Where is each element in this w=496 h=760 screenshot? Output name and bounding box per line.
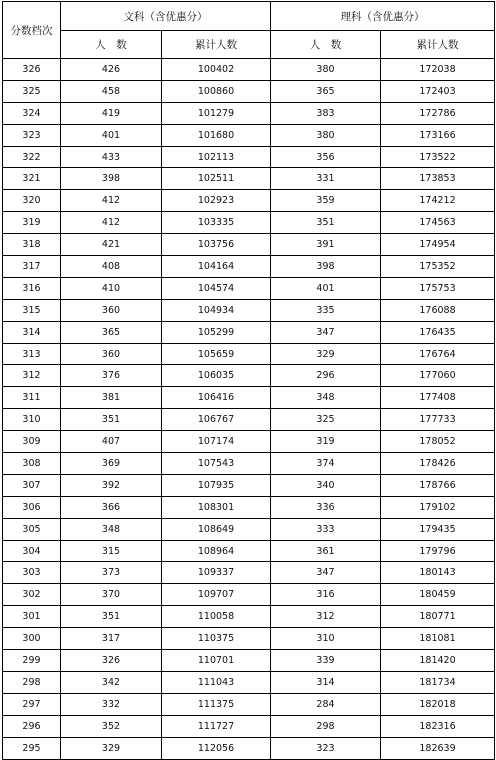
- arts-count-cell: 360: [61, 299, 162, 321]
- science-count-cell: 310: [271, 628, 381, 650]
- science-cumulative-header: 累计人数: [381, 31, 495, 59]
- score-cell: 301: [3, 606, 61, 628]
- table-row: [3, 409, 495, 431]
- arts-count-cell: 373: [61, 562, 162, 584]
- arts-count-cell: 412: [61, 190, 162, 212]
- arts-count-cell: 419: [61, 102, 162, 124]
- score-cell: 314: [3, 321, 61, 343]
- arts-count-cell: 376: [61, 365, 162, 387]
- science-cumulative-cell: 179102: [381, 496, 495, 518]
- score-cell: 311: [3, 387, 61, 409]
- arts-cumulative-cell: 110375: [162, 628, 271, 650]
- arts-count-cell: 326: [61, 650, 162, 672]
- science-count-cell: 314: [271, 671, 381, 693]
- science-cumulative-cell: 180459: [381, 584, 495, 606]
- arts-cumulative-cell: 103335: [162, 212, 271, 234]
- arts-count-cell: 381: [61, 387, 162, 409]
- science-cumulative-cell: 173853: [381, 168, 495, 190]
- arts-count-cell: 408: [61, 256, 162, 278]
- arts-count-cell: 366: [61, 496, 162, 518]
- score-cell: 319: [3, 212, 61, 234]
- science-count-cell: 323: [271, 737, 381, 759]
- table-row: [3, 277, 495, 299]
- arts-count-cell: 369: [61, 453, 162, 475]
- arts-cumulative-cell: 105659: [162, 343, 271, 365]
- science-count-cell: 365: [271, 80, 381, 102]
- science-cumulative-cell: 177408: [381, 387, 495, 409]
- arts-cumulative-cell: 104574: [162, 277, 271, 299]
- arts-count-cell: 329: [61, 737, 162, 759]
- score-distribution-table: [2, 1, 495, 760]
- arts-cumulative-cell: 110058: [162, 606, 271, 628]
- table-row: [3, 146, 495, 168]
- table-body: [3, 59, 495, 760]
- score-cell: 321: [3, 168, 61, 190]
- score-cell: 316: [3, 277, 61, 299]
- table-row: [3, 737, 495, 759]
- science-count-cell: 359: [271, 190, 381, 212]
- arts-count-cell: 365: [61, 321, 162, 343]
- arts-cumulative-cell: 107543: [162, 453, 271, 475]
- arts-count-cell: 392: [61, 474, 162, 496]
- arts-count-cell: 410: [61, 277, 162, 299]
- table-row: [3, 190, 495, 212]
- score-cell: 303: [3, 562, 61, 584]
- score-cell: 304: [3, 540, 61, 562]
- science-count-cell: 325: [271, 409, 381, 431]
- arts-count-cell: 332: [61, 693, 162, 715]
- score-cell: 320: [3, 190, 61, 212]
- score-cell: 307: [3, 474, 61, 496]
- science-cumulative-cell: 181081: [381, 628, 495, 650]
- arts-count-cell: 426: [61, 59, 162, 81]
- score-cell: 326: [3, 59, 61, 81]
- science-cumulative-cell: 175352: [381, 256, 495, 278]
- score-cell: 312: [3, 365, 61, 387]
- table-row: [3, 584, 495, 606]
- score-cell: 308: [3, 453, 61, 475]
- science-cumulative-cell: 180771: [381, 606, 495, 628]
- science-count-cell: 351: [271, 212, 381, 234]
- arts-section-header: 文科（含优惠分）: [61, 2, 271, 31]
- score-cell: 295: [3, 737, 61, 759]
- science-cumulative-cell: 182018: [381, 693, 495, 715]
- table-row: [3, 124, 495, 146]
- arts-cumulative-cell: 106767: [162, 409, 271, 431]
- science-count-cell: 296: [271, 365, 381, 387]
- arts-cumulative-cell: 112056: [162, 737, 271, 759]
- science-cumulative-cell: 181734: [381, 671, 495, 693]
- science-cumulative-cell: 178426: [381, 453, 495, 475]
- table-row: [3, 299, 495, 321]
- science-cumulative-cell: 182316: [381, 715, 495, 737]
- science-cumulative-cell: 178766: [381, 474, 495, 496]
- arts-cumulative-cell: 101680: [162, 124, 271, 146]
- arts-cumulative-cell: 109337: [162, 562, 271, 584]
- arts-count-cell: 317: [61, 628, 162, 650]
- score-cell: 299: [3, 650, 61, 672]
- arts-cumulative-cell: 108964: [162, 540, 271, 562]
- science-cumulative-cell: 172038: [381, 59, 495, 81]
- table-row: [3, 212, 495, 234]
- score-cell: 300: [3, 628, 61, 650]
- arts-count-cell: 370: [61, 584, 162, 606]
- score-distribution-table-container: [2, 1, 495, 760]
- science-cumulative-cell: 181420: [381, 650, 495, 672]
- score-cell: 325: [3, 80, 61, 102]
- score-cell: 318: [3, 234, 61, 256]
- science-cumulative-cell: 180143: [381, 562, 495, 584]
- science-count-cell: 380: [271, 59, 381, 81]
- arts-count-cell: 348: [61, 518, 162, 540]
- science-count-cell: 347: [271, 321, 381, 343]
- science-cumulative-cell: 173522: [381, 146, 495, 168]
- science-count-cell: 329: [271, 343, 381, 365]
- table-row: [3, 474, 495, 496]
- arts-cumulative-cell: 104164: [162, 256, 271, 278]
- science-count-cell: 284: [271, 693, 381, 715]
- table-row: [3, 168, 495, 190]
- score-cell: 323: [3, 124, 61, 146]
- arts-count-cell: 315: [61, 540, 162, 562]
- science-cumulative-cell: 172786: [381, 102, 495, 124]
- arts-cumulative-cell: 111727: [162, 715, 271, 737]
- arts-cumulative-cell: 108649: [162, 518, 271, 540]
- science-cumulative-cell: 172403: [381, 80, 495, 102]
- science-count-cell: 356: [271, 146, 381, 168]
- arts-cumulative-cell: 111043: [162, 671, 271, 693]
- science-cumulative-cell: 176435: [381, 321, 495, 343]
- arts-count-header: 人 数: [61, 31, 162, 59]
- arts-count-cell: 458: [61, 80, 162, 102]
- science-cumulative-cell: 179435: [381, 518, 495, 540]
- score-cell: 317: [3, 256, 61, 278]
- arts-cumulative-cell: 107935: [162, 474, 271, 496]
- science-count-cell: 312: [271, 606, 381, 628]
- science-count-cell: 319: [271, 431, 381, 453]
- arts-count-cell: 352: [61, 715, 162, 737]
- arts-cumulative-cell: 106416: [162, 387, 271, 409]
- table-row: [3, 59, 495, 81]
- science-cumulative-cell: 177060: [381, 365, 495, 387]
- table-row: [3, 387, 495, 409]
- score-cell: 298: [3, 671, 61, 693]
- science-count-cell: 316: [271, 584, 381, 606]
- arts-cumulative-cell: 100860: [162, 80, 271, 102]
- score-cell: 296: [3, 715, 61, 737]
- table-row: [3, 496, 495, 518]
- arts-cumulative-cell: 102113: [162, 146, 271, 168]
- score-cell: 313: [3, 343, 61, 365]
- arts-count-cell: 360: [61, 343, 162, 365]
- arts-cumulative-cell: 109707: [162, 584, 271, 606]
- table-row: [3, 453, 495, 475]
- table-row: [3, 80, 495, 102]
- score-cell: 315: [3, 299, 61, 321]
- arts-cumulative-cell: 107174: [162, 431, 271, 453]
- table-row: [3, 562, 495, 584]
- arts-count-cell: 412: [61, 212, 162, 234]
- science-count-cell: 336: [271, 496, 381, 518]
- science-count-cell: 391: [271, 234, 381, 256]
- table-row: [3, 102, 495, 124]
- science-count-cell: 347: [271, 562, 381, 584]
- table-row: [3, 671, 495, 693]
- score-cell: 306: [3, 496, 61, 518]
- arts-count-cell: 421: [61, 234, 162, 256]
- arts-count-cell: 407: [61, 431, 162, 453]
- arts-cumulative-cell: 108301: [162, 496, 271, 518]
- science-count-cell: 333: [271, 518, 381, 540]
- arts-cumulative-cell: 106035: [162, 365, 271, 387]
- table-row: [3, 256, 495, 278]
- arts-count-cell: 351: [61, 606, 162, 628]
- arts-cumulative-cell: 103756: [162, 234, 271, 256]
- arts-cumulative-header: 累计人数: [162, 31, 271, 59]
- table-row: [3, 518, 495, 540]
- science-count-cell: 398: [271, 256, 381, 278]
- science-cumulative-cell: 174563: [381, 212, 495, 234]
- science-cumulative-cell: 179796: [381, 540, 495, 562]
- arts-cumulative-cell: 100402: [162, 59, 271, 81]
- score-cell: 322: [3, 146, 61, 168]
- science-cumulative-cell: 176088: [381, 299, 495, 321]
- arts-cumulative-cell: 105299: [162, 321, 271, 343]
- table-row: [3, 365, 495, 387]
- arts-count-cell: 401: [61, 124, 162, 146]
- arts-count-cell: 398: [61, 168, 162, 190]
- science-count-cell: 340: [271, 474, 381, 496]
- arts-count-cell: 342: [61, 671, 162, 693]
- score-cell: 297: [3, 693, 61, 715]
- score-cell: 305: [3, 518, 61, 540]
- table-row: [3, 693, 495, 715]
- score-cell: 302: [3, 584, 61, 606]
- table-row: [3, 321, 495, 343]
- science-count-cell: 348: [271, 387, 381, 409]
- science-count-cell: 335: [271, 299, 381, 321]
- table-row: [3, 431, 495, 453]
- arts-cumulative-cell: 102511: [162, 168, 271, 190]
- science-cumulative-cell: 176764: [381, 343, 495, 365]
- arts-cumulative-cell: 101279: [162, 102, 271, 124]
- science-cumulative-cell: 175753: [381, 277, 495, 299]
- table-row: [3, 628, 495, 650]
- science-cumulative-cell: 182639: [381, 737, 495, 759]
- science-cumulative-cell: 173166: [381, 124, 495, 146]
- science-count-cell: 380: [271, 124, 381, 146]
- score-band-header: 分数档次: [3, 2, 61, 59]
- science-cumulative-cell: 178052: [381, 431, 495, 453]
- science-count-cell: 361: [271, 540, 381, 562]
- score-cell: 310: [3, 409, 61, 431]
- science-count-cell: 374: [271, 453, 381, 475]
- arts-count-cell: 351: [61, 409, 162, 431]
- science-count-cell: 339: [271, 650, 381, 672]
- science-cumulative-cell: 174954: [381, 234, 495, 256]
- score-cell: 309: [3, 431, 61, 453]
- table-row: [3, 715, 495, 737]
- science-cumulative-cell: 174212: [381, 190, 495, 212]
- table-row: [3, 540, 495, 562]
- science-count-cell: 331: [271, 168, 381, 190]
- science-count-header: 人 数: [271, 31, 381, 59]
- table-row: [3, 650, 495, 672]
- science-cumulative-cell: 177733: [381, 409, 495, 431]
- arts-cumulative-cell: 110701: [162, 650, 271, 672]
- arts-cumulative-cell: 104934: [162, 299, 271, 321]
- arts-count-cell: 433: [61, 146, 162, 168]
- arts-cumulative-cell: 102923: [162, 190, 271, 212]
- science-count-cell: 383: [271, 102, 381, 124]
- table-row: [3, 234, 495, 256]
- science-count-cell: 298: [271, 715, 381, 737]
- table-row: [3, 606, 495, 628]
- science-count-cell: 401: [271, 277, 381, 299]
- arts-cumulative-cell: 111375: [162, 693, 271, 715]
- science-section-header: 理科（含优惠分）: [271, 2, 495, 31]
- score-cell: 324: [3, 102, 61, 124]
- table-row: [3, 343, 495, 365]
